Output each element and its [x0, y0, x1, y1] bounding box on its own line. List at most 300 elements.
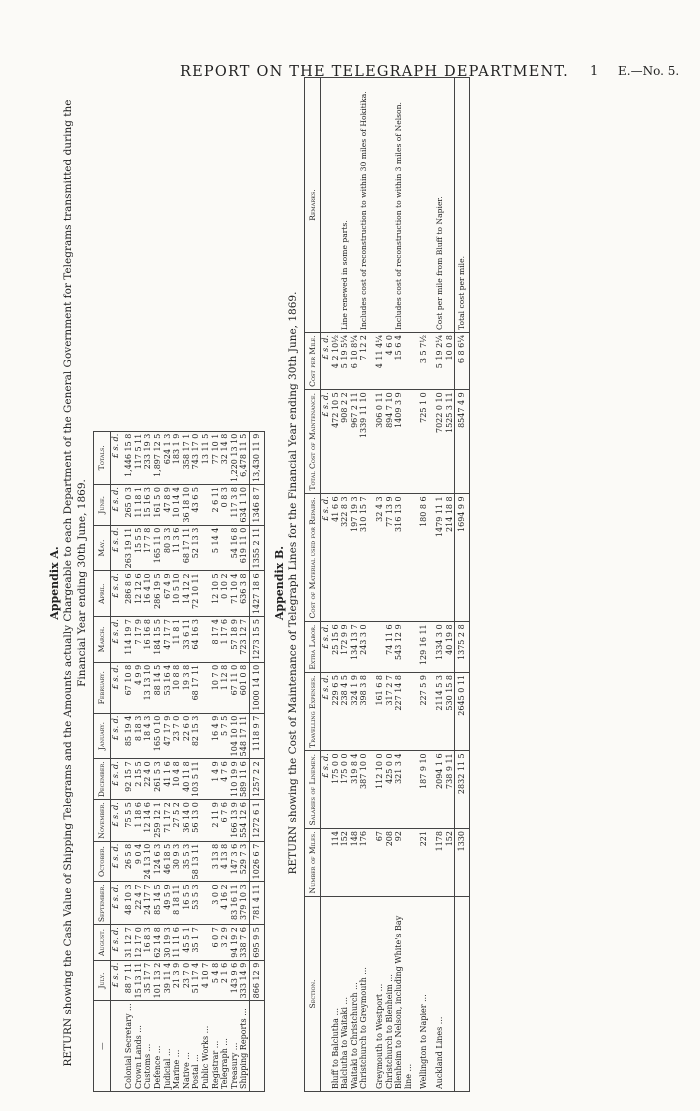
table-row	[435, 78, 445, 1092]
amount-cell: 64 16 3	[191, 617, 201, 663]
table-row	[359, 78, 369, 1092]
amount-cell: 67 11 0	[230, 662, 240, 713]
section-name: Waitaki to Christchurch ...	[350, 897, 360, 1092]
remarks-cell: Includes cost of reconstruction to within 3 miles of Nelson.	[394, 78, 413, 333]
table-row	[220, 431, 230, 1091]
per-cell: 5 19 2¼	[435, 333, 445, 390]
amount-cell: 3 2 9	[220, 925, 230, 961]
amount-cell: 3 0 0	[211, 882, 221, 925]
per-cell: 5 19 5¼	[340, 333, 350, 390]
extra-cell: 543 12 9	[394, 622, 413, 673]
amount-cell: 379 10 3	[239, 882, 249, 925]
extra-cell: 25 15 6	[331, 622, 341, 673]
units-cell: £ s. d.	[321, 390, 331, 494]
amount-cell: 338 7 6	[239, 925, 249, 961]
amount-cell: 143 9 6	[230, 960, 240, 1001]
extra-cell	[375, 622, 385, 673]
miles-cell: 114	[331, 829, 341, 897]
amount-cell: 43 6 5	[191, 485, 201, 526]
amount-cell: 624 1 3	[163, 431, 173, 484]
amount-cell: 58 13 11	[191, 841, 201, 882]
amount-cell: 6,478 11 5	[239, 431, 249, 484]
remarks-cell	[445, 78, 455, 333]
amount-cell: 35 17 7	[143, 960, 153, 1001]
amount-cell	[201, 841, 211, 882]
table-row	[385, 78, 395, 1092]
amount-cell: 4 7 6	[220, 759, 230, 800]
trav-cell: 317 2 7	[385, 672, 395, 750]
mat-cell: 322 8 3	[340, 494, 350, 622]
amount-cell: 67 10 8	[120, 662, 134, 713]
total-cell: 1330	[455, 829, 470, 897]
extra-cell: 74 11 6	[385, 622, 395, 673]
amount-cell: 184 15 5	[153, 617, 163, 663]
amount-cell	[201, 925, 211, 961]
sal-cell: 187 9 10	[419, 751, 429, 829]
amount-cell: 548 17 11	[239, 713, 249, 759]
amount-cell: 554 12 6	[239, 800, 249, 842]
table-row	[340, 78, 350, 1092]
miles-cell: 152	[445, 829, 455, 897]
amount-cell: 12 17 0	[134, 925, 144, 961]
miles-cell: 176	[359, 829, 369, 897]
units-cell	[321, 829, 331, 897]
total-cell: 1026 6 7	[249, 841, 264, 882]
trav-cell: 398 3 8	[359, 672, 369, 750]
amount-cell: 62 14 8	[153, 925, 163, 961]
column-header: July.	[94, 960, 111, 1001]
extra-cell: 134 13 7	[350, 622, 360, 673]
sal-cell: 175 0 0	[331, 751, 341, 829]
column-header: Cost of Material used for Repairs.	[304, 494, 321, 622]
amount-cell: 46 18 5	[163, 841, 173, 882]
amount-cell: 1 12 8	[220, 662, 230, 713]
units-cell: £ s. d.	[110, 960, 120, 1001]
department-name: Customs ...	[143, 1001, 153, 1092]
column-header: —	[94, 1001, 111, 1092]
amount-cell: 83 16 11	[230, 882, 240, 925]
amount-cell: 263 19 11	[120, 525, 134, 571]
amount-cell: 743 17 0	[191, 431, 201, 484]
amount-cell: 117 5 11	[134, 431, 144, 484]
amount-cell: 10 14 4	[172, 485, 182, 526]
remarks-cell	[419, 78, 429, 333]
amount-cell: 165 0 10	[153, 713, 163, 759]
amount-cell: 51 17 4	[191, 960, 201, 1001]
section-name: Blenheim to Nelson, including White's Bay line ...	[394, 897, 413, 1092]
amount-cell: 10 7 0	[211, 662, 221, 713]
amount-cell: 11 8 1	[172, 617, 182, 663]
column-header: May.	[94, 525, 111, 571]
section-name	[445, 897, 455, 1092]
amount-cell	[201, 759, 211, 800]
remarks-cell	[331, 78, 341, 333]
column-header: January.	[94, 713, 111, 759]
department-name: Registrar ...	[211, 1001, 221, 1092]
miles-cell: 67	[375, 829, 385, 897]
column-header: Total Cost of Maintenance.	[304, 390, 321, 494]
table-row	[239, 431, 249, 1091]
amount-cell: 21 3 9	[172, 960, 182, 1001]
table-row	[419, 78, 429, 1092]
total-remarks: Total cost per mile.	[455, 78, 470, 333]
amount-cell: 101 13 2	[153, 960, 163, 1001]
amount-cell: 47 8 9	[163, 485, 173, 526]
total-cell: 967 2 11	[350, 390, 360, 494]
total-cell: 1339 11 10	[359, 390, 369, 494]
amount-cell: 11 3 6	[172, 525, 182, 571]
total-row	[455, 78, 470, 1092]
amount-cell: 23 7 0	[172, 713, 182, 759]
table-row	[153, 431, 163, 1091]
amount-cell: 47 17 7	[163, 617, 173, 663]
amount-cell: 529 7 3	[239, 841, 249, 882]
amount-cell: 3 13 8	[211, 841, 221, 882]
units-cell	[321, 78, 331, 333]
amount-cell: 723 12 7	[239, 617, 249, 663]
units-cell: £ s. d.	[110, 525, 120, 571]
amount-cell: 30 19 3	[163, 925, 173, 961]
amount-cell: 24 17 7	[143, 882, 153, 925]
column-header: Salaries of Linemen.	[304, 751, 321, 829]
report-title: REPORT ON THE TELEGRAPH DEPARTMENT.	[180, 64, 569, 80]
amount-cell: 2 11 9	[211, 800, 221, 842]
amount-cell: 52 13 3	[191, 525, 201, 571]
amount-cell: 0 8 3	[220, 485, 230, 526]
amount-cell: 32 14 8	[220, 431, 230, 484]
amount-cell: 16 5 5	[182, 882, 192, 925]
amount-cell: 12 10 5	[211, 571, 221, 617]
department-name: Judicial ...	[163, 1001, 173, 1092]
units-cell: £ s. d.	[110, 617, 120, 663]
remarks-cell: Includes cost of reconstruction to within 30 miles of Hokitika.	[359, 78, 369, 333]
total-cell: 1355 2 11	[249, 525, 264, 571]
amount-cell: 4 9 9	[134, 662, 144, 713]
per-cell: 10 0 8	[445, 333, 455, 390]
units-row	[321, 78, 331, 1092]
units-cell: £ s. d.	[321, 622, 331, 673]
amount-cell: 17 7 8	[143, 525, 153, 571]
amount-cell: 601 0 8	[239, 662, 249, 713]
table-row	[191, 431, 201, 1091]
sal-cell: 387 10 0	[359, 751, 369, 829]
amount-cell: 85 19 4	[120, 713, 134, 759]
total-cell: 2832 11 5	[455, 751, 470, 829]
amount-cell: 54 16 8	[230, 525, 240, 571]
trav-cell: 238 4 5	[340, 672, 350, 750]
amount-cell: 619 11 0	[239, 525, 249, 571]
table-row	[163, 431, 173, 1091]
section-name: Wellington to Napier ...	[419, 897, 429, 1092]
sal-cell: 425 0 0	[385, 751, 395, 829]
table-row	[134, 431, 144, 1091]
amount-cell: 22 4 7	[134, 882, 144, 925]
total-cell: 306 0 11	[375, 390, 385, 494]
remarks-cell	[350, 78, 360, 333]
amount-cell	[201, 571, 211, 617]
amount-cell: 49 5 9	[163, 882, 173, 925]
amount-cell: 36 18 10	[182, 485, 192, 526]
amount-cell: 8 18 3	[134, 713, 144, 759]
amount-cell: 16 8 3	[143, 925, 153, 961]
amount-cell: 19 3 8	[182, 662, 192, 713]
amount-cell	[201, 713, 211, 759]
header-row	[94, 431, 111, 1091]
mat-cell: 214 18 8	[445, 494, 455, 622]
amount-cell: 88 7 11	[120, 960, 134, 1001]
column-header: February.	[94, 662, 111, 713]
amount-cell: 15 16 3	[143, 485, 153, 526]
table-row	[445, 78, 455, 1092]
section-name: Christchurch to Blenheim ...	[385, 897, 395, 1092]
amount-cell: 261 5 3	[153, 759, 163, 800]
amount-cell: 286 8 6	[120, 571, 134, 617]
department-name: Colonial Secretary ...	[120, 1001, 134, 1092]
total-cell: 1118 9 7	[249, 713, 264, 759]
total-label	[455, 897, 470, 1092]
units-cell: £ s. d.	[110, 662, 120, 713]
mat-cell: 310 15 7	[359, 494, 369, 622]
amount-cell: 161 5 0	[153, 485, 163, 526]
amount-cell: 47 17 9	[163, 713, 173, 759]
miles-cell: 152	[340, 829, 350, 897]
amount-cell: 147 3 6	[230, 841, 240, 882]
sal-cell: 319 8 4	[350, 751, 360, 829]
mat-cell: 77 13 9	[385, 494, 395, 622]
amount-cell: 80 3 3	[163, 525, 173, 571]
table-row	[201, 431, 211, 1091]
amount-cell: 10 4 8	[172, 759, 182, 800]
amount-cell: 24 13 10	[143, 841, 153, 882]
amount-cell	[201, 525, 211, 571]
document-reference: E.—No. 5.	[618, 64, 680, 78]
section-name: Bluff to Balclutha ...	[331, 897, 341, 1092]
remarks-cell	[385, 78, 395, 333]
appendix-b-title: RETURN showing the Cost of Maintenance of Telegraph Lines for the Financial Year ending 30th June, 1869.	[286, 291, 299, 875]
units-cell: £ s. d.	[110, 882, 120, 925]
amount-cell: 11 11 6	[172, 925, 182, 961]
amount-cell: 114 19 7	[120, 617, 134, 663]
column-header: Cost per Mile.	[304, 333, 321, 390]
units-cell: £ s. d.	[321, 672, 331, 750]
amount-cell: 14 12 2	[182, 571, 192, 617]
amount-cell: 56 13 0	[191, 800, 201, 842]
amount-cell: 634 1 10	[239, 485, 249, 526]
remarks-cell: Cost per mile from Bluff to Napier.	[435, 78, 445, 333]
total-cell: 1409 3 9	[394, 390, 413, 494]
sal-cell: 112 10 0	[375, 751, 385, 829]
column-header: August.	[94, 925, 111, 961]
amount-cell	[201, 882, 211, 925]
amount-cell: 16 4 10	[143, 571, 153, 617]
appendix-b-table-wrap	[304, 77, 470, 1092]
column-header: March.	[94, 617, 111, 663]
mat-cell: 197 19 3	[350, 494, 360, 622]
column-header: December.	[94, 759, 111, 800]
total-cell: 781 4 11	[249, 882, 264, 925]
units-cell: £ s. d.	[110, 759, 120, 800]
total-cell: 1694 9 9	[455, 494, 470, 622]
units-cell: £ s. d.	[110, 485, 120, 526]
remarks-cell: Line renewed in some parts.	[340, 78, 350, 333]
units-row	[110, 431, 120, 1091]
trav-cell: 324 1 9	[350, 672, 360, 750]
trav-cell: 161 6 8	[375, 672, 385, 750]
mat-cell: 32 4 3	[375, 494, 385, 622]
amount-cell: 110 19 9	[230, 759, 240, 800]
amount-cell: 183 1 9	[172, 431, 182, 484]
total-cell: 472 10 5	[331, 390, 341, 494]
amount-cell: 2 1 6	[220, 960, 230, 1001]
amount-cell: 39 11 4	[163, 960, 173, 1001]
sal-cell: 321 3 4	[394, 751, 413, 829]
total-cell: 1000 14 10	[249, 662, 264, 713]
mat-cell: 41 6 6	[331, 494, 341, 622]
amount-cell: 12 12 6	[134, 571, 144, 617]
miles-cell: 92	[394, 829, 413, 897]
appendix-a-title: RETURN showing the Cash Value of Shipping Telegrams and the Amounts actually Chargeable to each Department of the General Government for Telegrams transmitted during the Financial Year ending 30th June, 1869.	[62, 99, 88, 1067]
amount-cell: 15 13 11	[134, 960, 144, 1001]
amount-cell: 68 17 11	[182, 525, 192, 571]
section-name: Christchurch to Greymouth ...	[359, 897, 369, 1092]
column-header: Totals.	[94, 431, 111, 484]
amount-cell: 88 14 5	[153, 662, 163, 713]
per-cell: 6 10 8¼	[350, 333, 360, 390]
total-cell: 908 2 2	[340, 390, 350, 494]
column-header: October.	[94, 841, 111, 882]
total-cell: 6 8 6¼	[455, 333, 470, 390]
amount-cell: 2 15 5	[134, 759, 144, 800]
amount-cell: 5 4 8	[211, 960, 221, 1001]
department-name: Defence ...	[153, 1001, 163, 1092]
total-cell: 1525 3 11	[445, 390, 455, 494]
total-cell: 1257 2 2	[249, 759, 264, 800]
total-cell: 1346 8 7	[249, 485, 264, 526]
total-cell: 13,430 11 9	[249, 431, 264, 484]
amount-cell: 22 6 0	[182, 713, 192, 759]
sal-cell: 175 0 0	[340, 751, 350, 829]
amount-cell: 636 3 8	[239, 571, 249, 617]
department-name: Native ...	[182, 1001, 192, 1092]
amount-cell: 31 12 7	[120, 925, 134, 961]
total-cell: 866 12 9	[249, 960, 264, 1001]
column-header: September.	[94, 882, 111, 925]
amount-cell: 35 5 3	[182, 841, 192, 882]
column-header: November.	[94, 800, 111, 842]
amount-cell: 67 4 9	[163, 571, 173, 617]
total-cell: 1375 2 8	[455, 622, 470, 673]
appendix-a-table	[93, 431, 265, 1092]
amount-cell: 77 10 1	[211, 431, 221, 484]
table-row	[394, 78, 413, 1092]
per-cell: 15 6 4	[394, 333, 413, 390]
units-cell: £ s. d.	[110, 800, 120, 842]
miles-cell: 221	[419, 829, 429, 897]
amount-cell: 68 17 11	[191, 662, 201, 713]
table-row	[350, 78, 360, 1092]
amount-cell: 41 1 6	[163, 759, 173, 800]
units-cell: £ s. d.	[110, 841, 120, 882]
appendix-b-table	[304, 77, 470, 1092]
amount-cell: 1 18 6	[134, 800, 144, 842]
section-name: Auckland Lines ...	[435, 897, 445, 1092]
units-cell: £ s. d.	[321, 751, 331, 829]
miles-cell: 208	[385, 829, 395, 897]
amount-cell	[201, 485, 211, 526]
amount-cell: 233 19 3	[143, 431, 153, 484]
extra-cell: 1334 3 0	[435, 622, 445, 673]
amount-cell: 11 18 1	[134, 485, 144, 526]
appendix-b-label: Appendix B.	[272, 545, 286, 621]
per-cell: 7 12 2	[359, 333, 369, 390]
per-cell: 4 11 4¼	[375, 333, 385, 390]
amount-cell: 1 17 6	[220, 617, 230, 663]
amount-cell: 8 17 4	[211, 617, 221, 663]
per-cell: 4 2 10½	[331, 333, 341, 390]
trav-cell: 229 6 5	[331, 672, 341, 750]
department-name: Crown Lands ...	[134, 1001, 144, 1092]
section-name: Balclutha to Waitaki ...	[340, 897, 350, 1092]
amount-cell: 23 7 0	[182, 960, 192, 1001]
miles-cell: 148	[350, 829, 360, 897]
table-row	[182, 431, 192, 1091]
total-cell: 8547 4 9	[455, 390, 470, 494]
amount-cell: 166 13 9	[230, 800, 240, 842]
units-cell: £ s. d.	[110, 431, 120, 484]
amount-cell: 13 13 10	[143, 662, 153, 713]
amount-cell: 4 16 2	[220, 882, 230, 925]
amount-cell: 33 6 11	[182, 617, 192, 663]
amount-cell	[201, 662, 211, 713]
amount-cell: 7 17 9	[134, 617, 144, 663]
total-cell: 1273 15 5	[249, 617, 264, 663]
table-row	[331, 78, 341, 1092]
amount-cell: 18 4 3	[143, 713, 153, 759]
column-header: June.	[94, 485, 111, 526]
header-row	[304, 78, 321, 1092]
amount-cell: 0 10 2	[220, 571, 230, 617]
amount-cell: 10 8 8	[172, 662, 182, 713]
amount-cell: 103 5 11	[191, 759, 201, 800]
amount-cell: 71 10 4	[230, 571, 240, 617]
units-cell: £ s. d.	[321, 333, 331, 390]
appendix-a-label: Appendix A.	[48, 546, 61, 620]
table-row	[120, 431, 134, 1091]
extra-cell: 40 19 8	[445, 622, 455, 673]
amount-cell: 358 17 1	[182, 431, 192, 484]
amount-cell: 124 6 3	[153, 841, 163, 882]
page-number: 1	[590, 64, 599, 79]
mat-cell: 316 13 0	[394, 494, 413, 622]
trav-cell: 2114 5 3	[435, 672, 445, 750]
per-cell: 3 5 7½	[419, 333, 429, 390]
amount-cell: 10 5 10	[172, 571, 182, 617]
total-cell: 725 1 0	[419, 390, 429, 494]
miles-cell: 1178	[435, 829, 445, 897]
amount-cell: 48 10 3	[120, 882, 134, 925]
amount-cell: 4 10 7	[201, 960, 211, 1001]
column-header: April.	[94, 571, 111, 617]
amount-cell: 1,897 12 5	[153, 431, 163, 484]
amount-cell: 4 13 8	[220, 841, 230, 882]
amount-cell: 53 16 4	[163, 662, 173, 713]
column-header: Section.	[304, 897, 321, 1092]
amount-cell: 165 11 0	[153, 525, 163, 571]
units-cell	[110, 1001, 120, 1092]
column-header: Travelling Expenses.	[304, 672, 321, 750]
amount-cell: 16 4 9	[211, 713, 221, 759]
amount-cell: 8 18 11	[172, 882, 182, 925]
